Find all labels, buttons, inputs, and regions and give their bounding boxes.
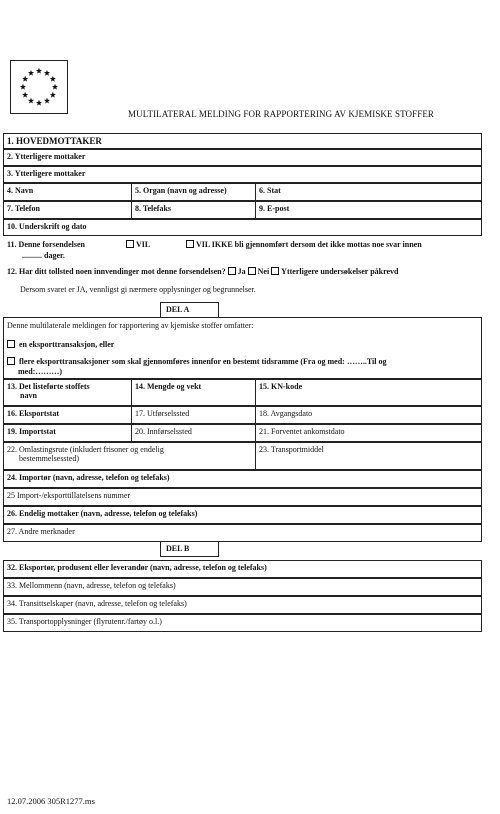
scope-option-1[interactable]	[7, 340, 114, 350]
field-13-label-cont: navn	[20, 391, 37, 401]
field-22-label: 22. Omlastingsrute (inkludert frisoner og endelig	[7, 445, 164, 454]
fields-7-9-row	[3, 201, 482, 219]
field-35-label: 35. Transportopplysninger (flyrutenr./fartøy o.l.)	[7, 617, 162, 626]
field-21-label: 21. Forventet ankomstdato	[255, 425, 481, 441]
field-27-row	[3, 524, 482, 542]
field-10-row	[3, 219, 482, 236]
scope-option-2-cont: med:………)	[18, 367, 62, 376]
field-13	[4, 380, 131, 405]
eu-flag-logo	[10, 60, 68, 114]
nei-label: Nei	[257, 267, 270, 276]
checkbox-vil[interactable]	[126, 240, 134, 248]
checkbox-single-transaction[interactable]	[7, 340, 15, 348]
checkbox-vil-ikke[interactable]	[186, 240, 194, 248]
field-12-note: Dersom svaret er JA, vennligst gi nærmere opplysninger og begrunnelser.	[20, 285, 256, 294]
vil-ikke-label: VIL IKKE bli gjennomført dersom det ikke mottas noe svar innen	[196, 240, 422, 249]
fields-16-18-row	[3, 406, 482, 424]
field-13-label: 13. Det listeførte stoffets	[7, 382, 90, 391]
field-4-label: 4. Navn	[7, 186, 34, 195]
field-12-question: 12. Har ditt tollsted noen innvendinger mot denne forsendelsen?	[7, 267, 226, 276]
field-6-label: 6. Stat	[255, 184, 481, 200]
field-32-row	[3, 560, 482, 578]
flag-star-icon	[44, 70, 50, 76]
field-3-label: 3. Ytterligere mottaker	[7, 169, 86, 178]
field-2-label: 2. Ytterligere mottaker	[7, 152, 86, 161]
document-title: MULTILATERAL MELDING FOR RAPPORTERING AV KJEMISKE STOFFER	[128, 109, 435, 119]
del-b-header: DEL B	[160, 542, 219, 557]
checkbox-ytterligere[interactable]	[271, 267, 279, 275]
field-27-label: 27. Andre merknader	[7, 527, 75, 536]
field-22-label-cont: bestemmelsessted)	[19, 454, 79, 464]
field-11-days: .......... dager.	[22, 251, 65, 260]
field-1-label: 1. HOVEDMOTTAKER	[7, 136, 102, 146]
field-10-label: 10. Underskrift og dato	[7, 222, 87, 231]
field-34-row	[3, 596, 482, 614]
field-11-label: 11. Denne forsendelsen	[7, 240, 85, 249]
fields-4-6-row	[3, 183, 482, 201]
checkbox-nei[interactable]	[248, 267, 256, 275]
footer-reference: 12.07.2006 305R1277.ms	[7, 796, 95, 806]
field-26-label: 26. Endelig mottaker (navn, adresse, telefon og telefaks)	[7, 509, 198, 518]
fields-22-23-row	[3, 442, 482, 470]
field-3-row	[3, 166, 482, 183]
flag-star-icon	[20, 84, 26, 90]
field-18-label: 18. Avgangsdato	[255, 407, 481, 423]
field-33-row	[3, 578, 482, 596]
field-12-row	[7, 267, 399, 277]
fields-13-15-row	[3, 379, 482, 406]
field-9-label: 9. E-post	[255, 202, 481, 218]
flag-star-icon	[28, 98, 34, 104]
field-25-label: 25 Import-/eksporttillatelsens nummer	[7, 491, 131, 500]
field-7-label: 7. Telefon	[7, 204, 40, 213]
del-a-header: DEL A	[160, 302, 219, 317]
field-34-label: 34. Transittselskaper (navn, adresse, telefon og telefaks)	[7, 599, 187, 608]
field-33-label: 33. Mellommenn (navn, adresse, telefon og telefaks)	[7, 581, 176, 590]
flag-star-icon	[36, 68, 42, 74]
flag-star-icon	[50, 76, 56, 82]
field-8-label: 8. Telefaks	[131, 202, 255, 218]
field-16-label: 16. Eksportstat	[7, 409, 60, 418]
flag-star-icon	[22, 76, 28, 82]
field-26-row	[3, 506, 482, 524]
field-22	[4, 443, 255, 469]
scope-block	[3, 317, 482, 379]
flag-star-icon	[44, 98, 50, 104]
field-14-label: 14. Mengde og vekt	[131, 380, 255, 405]
field-11-vil-ikke-option[interactable]	[186, 240, 422, 250]
scope-option-2-label: flere eksporttransaksjoner som skal gjennomføres innenfor en bestemt tidsramme (Fra og med: ……..Til og	[19, 357, 387, 366]
flag-star-icon	[28, 70, 34, 76]
scope-option-1-label: en eksporttransaksjon, eller	[19, 340, 115, 349]
field-35-row	[3, 614, 482, 632]
field-11-vil-option[interactable]	[126, 240, 150, 250]
field-15-label: 15. KN-kode	[255, 380, 481, 405]
field-32-label: 32. Eksportør, produsent eller leverandør (navn, adresse, telefon og telefaks)	[7, 563, 267, 572]
field-19-label: 19. Importstat	[7, 427, 56, 436]
field-24-row	[3, 470, 482, 488]
field-23-label: 23. Transportmiddel	[255, 443, 481, 469]
field-20-label: 20. Innførselssted	[131, 425, 255, 441]
field-17-label: 17. Utførselssted	[131, 407, 255, 423]
flag-star-icon	[52, 84, 58, 90]
checkbox-multiple-transactions[interactable]	[7, 357, 15, 365]
field-2-row	[3, 149, 482, 166]
fields-19-21-row	[3, 424, 482, 442]
ytterligere-label: Ytterligere undersøkelser påkrevd	[281, 267, 399, 276]
field-1-row	[3, 133, 482, 149]
flag-star-icon	[22, 92, 28, 98]
flag-star-icon	[36, 100, 42, 106]
scope-intro: Denne multilaterale meldingen for rapportering av kjemiske stoffer omfatter:	[7, 321, 254, 330]
field-25-row	[3, 488, 482, 506]
scope-option-2[interactable]	[7, 357, 386, 367]
flag-star-icon	[50, 92, 56, 98]
field-5-label: 5. Organ (navn og adresse)	[131, 184, 255, 200]
ja-label: Ja	[237, 267, 246, 276]
field-24-label: 24. Importør (navn, adresse, telefon og telefaks)	[7, 473, 170, 482]
vil-label: VIL	[136, 240, 151, 249]
checkbox-ja[interactable]	[228, 267, 236, 275]
